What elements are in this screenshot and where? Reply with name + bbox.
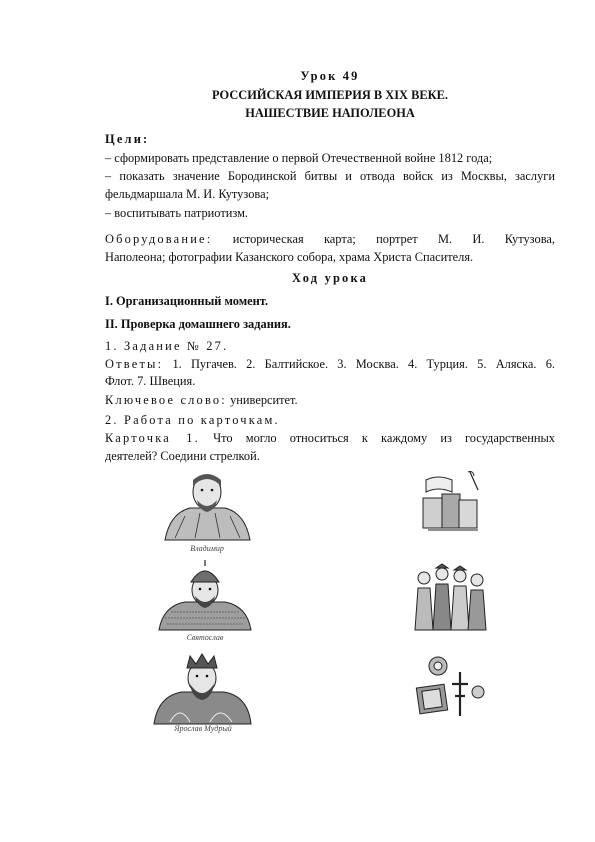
lesson-number: Урок 49	[300, 69, 360, 83]
books-and-scroll-icon	[418, 470, 488, 535]
portrait-caption-svyatoslav: Святослав	[186, 633, 224, 642]
cross-and-bible-icon	[410, 652, 490, 722]
keyword-label: Ключевое слово:	[105, 393, 227, 407]
goal-item-2-cont: фельдмаршала М. И. Кутузова;	[105, 187, 270, 201]
prince-portrait-icon	[160, 468, 255, 543]
answers-text: 1. Пугачев. 2. Балтийское. 3. Москва. 4. Турция. 5. Аляска. 6.	[172, 357, 555, 371]
card-text: Что могло относиться к каждому из государственных	[213, 431, 555, 445]
warriors-group-icon	[410, 560, 492, 635]
card-label: Карточка 1.	[105, 431, 200, 445]
task-line: 1. Задание № 27.	[105, 339, 229, 353]
answers-label: Ответы:	[105, 357, 164, 371]
section-organizational: I. Организационный момент.	[105, 294, 269, 308]
keyword-value: университет.	[230, 393, 298, 407]
section-homework: II. Проверка домашнего задания.	[105, 317, 291, 331]
equipment-line-1	[105, 231, 555, 247]
equipment-label: Оборудование:	[105, 232, 213, 246]
keyword-line	[105, 392, 555, 408]
answers-line-1	[105, 356, 555, 372]
equipment-text: историческая карта; портрет М. И. Кутузова,	[232, 232, 555, 246]
goal-item-1: – сформировать представление о первой Отечественной войне 1812 года;	[105, 151, 493, 165]
equipment-line-2: Наполеона; фотографии Казанского собора, храма Христа Спасителя.	[105, 250, 474, 264]
goal-item-3: – воспитывать патриотизм.	[105, 206, 249, 220]
title-line-2: НАШЕСТВИЕ НАПОЛЕОНА	[245, 106, 415, 120]
goal-item-2: – показать значение Бородинской битвы и отвода войск из Москвы, заслуги	[105, 169, 555, 183]
answers-line-2: Флот. 7. Швеция.	[105, 374, 196, 388]
goals-label: Цели:	[105, 132, 150, 146]
card-line-2: деятелей? Соедини стрелкой.	[105, 449, 260, 463]
title-line-1: РОССИЙСКАЯ ИМПЕРИЯ В XIX ВЕКЕ.	[212, 88, 448, 102]
portrait-caption-vladimir: Владимир	[190, 544, 224, 553]
card-line-1	[105, 430, 555, 446]
cards-title: 2. Работа по карточкам.	[105, 413, 280, 427]
prince-crown-portrait-icon	[150, 646, 255, 726]
prince-helmet-portrait-icon	[155, 558, 255, 633]
course-title: Ход урока	[292, 271, 368, 285]
portrait-caption-yaroslav: Ярослав Мудрый	[174, 724, 232, 733]
